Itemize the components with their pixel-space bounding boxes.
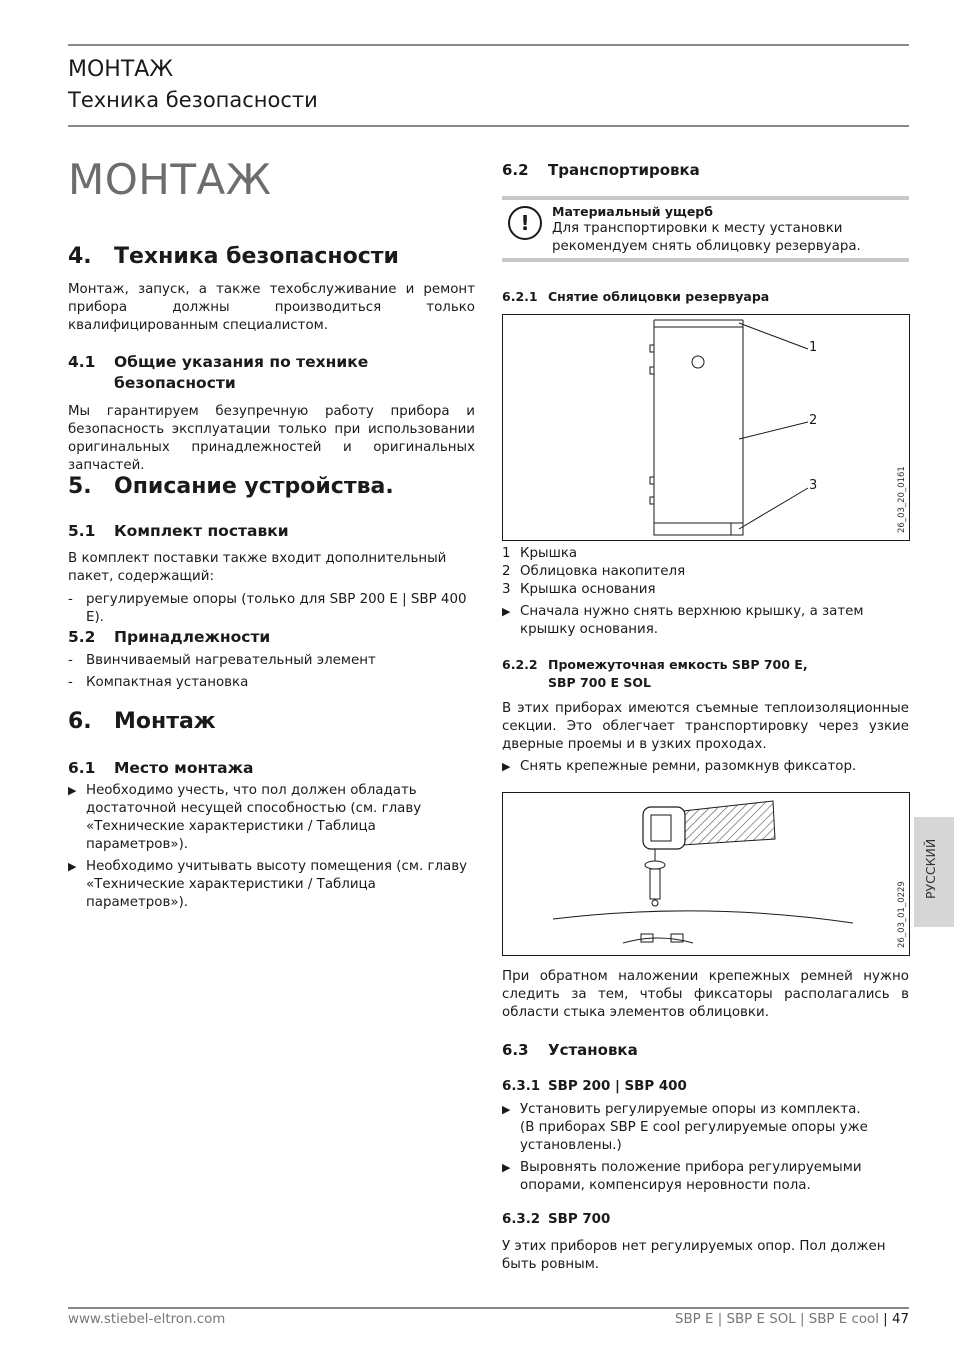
section-6-1-heading: 6.1 Место монтажа — [68, 759, 254, 777]
callout-3: 3 — [809, 478, 818, 493]
strap-drawing — [503, 793, 909, 955]
section-4 — [68, 244, 475, 269]
section-6-3-2-text: У этих приборов нет регулируемых опор. Пол должен быть ровным. — [502, 1239, 886, 1272]
legend-item: 2 Облицовка накопителя — [502, 564, 686, 579]
tank-drawing — [503, 315, 909, 540]
footer-models-page: SBP E | SBP E SOL | SBP E cool | 47 — [674, 1312, 909, 1327]
section-6-2-1-heading: 6.2.1 Снятие облицовки резервуара — [502, 289, 770, 304]
list-item: - регулируемые опоры (только для SBP 200 E | SBP 400 E). — [68, 592, 467, 625]
page-number: 47 — [891, 1312, 909, 1327]
section-4-text: Монтаж, запуск, а также техобслуживание и ремонт прибора должны производиться только квалифицированным специалистом. — [68, 282, 475, 333]
figure-code: 26_03_01_0229 — [897, 881, 907, 948]
section-6-1-steps — [68, 782, 475, 912]
after-figure-2-text: При обратном наложении крепежных ремней нужно следить за тем, чтобы фиксаторы располагались в области стыка элементов облицовки. — [502, 969, 909, 1020]
header-rule-bottom — [68, 125, 909, 127]
section-6-3-1-heading: 6.3.1 SBP 200 | SBP 400 — [502, 1079, 687, 1094]
section-6-heading: 6. Монтаж — [68, 709, 216, 734]
figure-1-legend — [502, 545, 909, 599]
footer-models: SBP E | SBP E SOL | SBP E cool — [674, 1312, 879, 1327]
footer-url[interactable]: www.stiebel-eltron.com — [68, 1312, 226, 1327]
warning-text: Для транспортировки к месту установки рекомендуем снять облицовку резервуара. — [552, 221, 861, 254]
section-5-heading: 5. Описание устройства. — [68, 474, 394, 499]
legend-item: 1 Крышка — [502, 546, 578, 561]
language-tab[interactable] — [914, 817, 954, 927]
list-item: ▶ Необходимо учитывать высоту помещения (см. главу «Технические характеристики / Таблица параметров»). — [68, 859, 468, 910]
section-5-2-list — [68, 652, 475, 692]
list-item: ▶ Установить регулируемые опоры из комплекта. (В приборах SBP E cool регулируемые опоры уже установлены.) — [502, 1102, 868, 1153]
figure-strap-lock — [502, 792, 910, 956]
figure-code: 26_03_20_0161 — [897, 466, 907, 533]
section-4-heading: 4. Техника безопасности — [68, 244, 399, 269]
section-5-1-heading: 5.1 Комплект поставки — [68, 522, 289, 540]
section-6-3-1-steps — [502, 1101, 909, 1195]
section-6-3-heading: 6.3 Установка — [502, 1041, 638, 1059]
step-6-2-2: ▶ Снять крепежные ремни, разомкнув фиксатор. — [502, 759, 857, 774]
section-6-2-heading: 6.2 Транспортировка — [502, 161, 700, 179]
footer-rule — [68, 1307, 909, 1309]
legend-item: 3 Крышка основания — [502, 582, 656, 597]
chapter-title: МОНТАЖ — [68, 155, 272, 204]
warning-box — [502, 196, 909, 262]
section-5-1-list — [68, 591, 475, 627]
language-label: РУССКИЙ — [923, 838, 938, 899]
header-chapter: МОНТАЖ — [68, 57, 174, 82]
section-5-1-text: В комплект поставки также входит дополнительный пакет, содержащий: — [68, 551, 447, 584]
section-6-2-2-heading: 6.2.2 Промежуточная емкость SBP 700 E, SBP 700 E SOL — [502, 657, 808, 690]
list-item: ▶ Необходимо учесть, что пол должен обладать достаточной несущей способностью (см. главу «Технические характеристики / Таблица параметров»). — [68, 783, 422, 852]
header-section: Техника безопасности — [68, 88, 318, 112]
callout-2: 2 — [809, 413, 818, 428]
warning-icon: ! — [508, 206, 542, 240]
section-6-3-2-heading: 6.3.2 SBP 700 — [502, 1212, 611, 1227]
list-item: ▶ Выровнять положение прибора регулируемыми опорами, компенсируя неровности пола. — [502, 1160, 862, 1193]
step-6-2-1: ▶ Сначала нужно снять верхнюю крышку, а затем крышку основания. — [502, 604, 864, 637]
section-6-2-2-text: В этих приборах имеются съемные теплоизоляционные секции. Это облегчает транспортировку через узкие дверные проемы и в узких проходах. — [502, 701, 909, 752]
section-4-1-heading: 4.1 Общие указания по технике безопасности — [68, 353, 369, 392]
list-item: - Компактная установка — [68, 675, 249, 690]
figure-tank-cover — [502, 314, 910, 541]
header-rule-top — [68, 44, 909, 46]
callout-1: 1 — [809, 340, 818, 355]
list-item: - Ввинчиваемый нагревательный элемент — [68, 653, 376, 668]
section-4-1-text: Мы гарантируем безупречную работу прибора и безопасность эксплуатации только при использовании оригинальных принадлежностей и оригинальных запчастей. — [68, 404, 475, 473]
warning-title: Материальный ущерб — [552, 204, 713, 219]
section-5-2-heading: 5.2 Принадлежности — [68, 628, 271, 646]
